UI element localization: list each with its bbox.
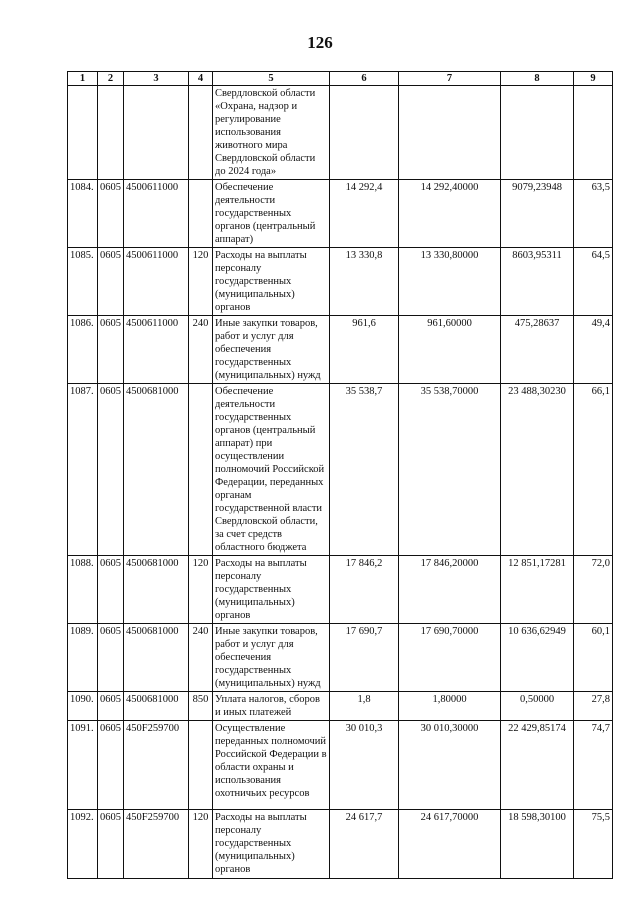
- cell-col9: 66,1: [574, 384, 613, 556]
- cell-kind: 850: [189, 692, 213, 721]
- cell-section: 0605: [98, 810, 124, 879]
- cell-col9: 72,0: [574, 556, 613, 624]
- cell-empty: [574, 86, 613, 180]
- table-row: [68, 248, 613, 316]
- column-header: 2: [98, 72, 124, 86]
- cell-col8: 9079,23948: [501, 180, 574, 248]
- cell-article: 4500681000: [124, 384, 189, 556]
- cell-col6: 961,6: [330, 316, 399, 384]
- cell-empty: [68, 86, 98, 180]
- cell-row-number: 1088.: [68, 556, 98, 624]
- cell-col9: 49,4: [574, 316, 613, 384]
- cell-row-number: 1089.: [68, 624, 98, 692]
- cell-kind: [189, 180, 213, 248]
- cell-col9: 75,5: [574, 810, 613, 879]
- cell-name: Расходы на выплаты персоналу государственных (муниципальных) органов: [213, 556, 330, 624]
- cell-section: 0605: [98, 721, 124, 810]
- cell-col7: 35 538,70000: [399, 384, 501, 556]
- cell-col7: 24 617,70000: [399, 810, 501, 879]
- cell-col8: 23 488,30230: [501, 384, 574, 556]
- cell-col7: 14 292,40000: [399, 180, 501, 248]
- column-header: 4: [189, 72, 213, 86]
- cell-empty: [124, 86, 189, 180]
- cell-section: 0605: [98, 180, 124, 248]
- cell-name: Иные закупки товаров, работ и услуг для обеспечения государственных (муниципальных) нужд: [213, 316, 330, 384]
- table-row: [68, 316, 613, 384]
- cell-row-number: 1090.: [68, 692, 98, 721]
- cell-name: Осуществление переданных полномочий Российской Федерации в области охраны и использования охотничьих ресурсов: [213, 721, 330, 810]
- column-header: 9: [574, 72, 613, 86]
- cell-article: 4500681000: [124, 556, 189, 624]
- cell-kind: 120: [189, 248, 213, 316]
- cell-empty: [98, 86, 124, 180]
- cell-section: 0605: [98, 624, 124, 692]
- budget-table: [67, 71, 613, 879]
- cell-article: 4500611000: [124, 248, 189, 316]
- cell-article: 450F259700: [124, 721, 189, 810]
- cell-col7: 17 690,70000: [399, 624, 501, 692]
- cell-row-number: 1087.: [68, 384, 98, 556]
- cell-section: 0605: [98, 248, 124, 316]
- cell-col7: 961,60000: [399, 316, 501, 384]
- cell-name: Обеспечение деятельности государственных органов (центральный аппарат): [213, 180, 330, 248]
- cell-kind: [189, 384, 213, 556]
- cell-kind: 120: [189, 556, 213, 624]
- cell-row-number: 1084.: [68, 180, 98, 248]
- cell-section: 0605: [98, 692, 124, 721]
- cell-empty: [330, 86, 399, 180]
- column-header: 1: [68, 72, 98, 86]
- cell-name: Расходы на выплаты персоналу государственных (муниципальных) органов: [213, 248, 330, 316]
- cell-col9: 63,5: [574, 180, 613, 248]
- cell-col8: 18 598,30100: [501, 810, 574, 879]
- cell-name: Уплата налогов, сборов и иных платежей: [213, 692, 330, 721]
- cell-empty: [399, 86, 501, 180]
- cell-col6: 14 292,4: [330, 180, 399, 248]
- cell-col9: 60,1: [574, 624, 613, 692]
- cell-col7: 30 010,30000: [399, 721, 501, 810]
- cell-col6: 17 690,7: [330, 624, 399, 692]
- cell-col6: 13 330,8: [330, 248, 399, 316]
- cell-col7: 1,80000: [399, 692, 501, 721]
- table-row: [68, 180, 613, 248]
- cell-article: 4500611000: [124, 180, 189, 248]
- cell-row-number: 1085.: [68, 248, 98, 316]
- cell-col8: 8603,95311: [501, 248, 574, 316]
- cell-kind: 120: [189, 810, 213, 879]
- cell-col7: 13 330,80000: [399, 248, 501, 316]
- table-row-continuation: [68, 86, 613, 180]
- header-row: [68, 72, 613, 86]
- cell-col7: 17 846,20000: [399, 556, 501, 624]
- cell-col6: 35 538,7: [330, 384, 399, 556]
- cell-col8: 475,28637: [501, 316, 574, 384]
- table-row: [68, 810, 613, 879]
- cell-empty: [189, 86, 213, 180]
- table-row: [68, 384, 613, 556]
- cell-col9: 74,7: [574, 721, 613, 810]
- cell-col8: 22 429,85174: [501, 721, 574, 810]
- cell-kind: 240: [189, 316, 213, 384]
- cell-col8: 12 851,17281: [501, 556, 574, 624]
- cell-article: 4500681000: [124, 624, 189, 692]
- cell-col6: 30 010,3: [330, 721, 399, 810]
- cell-kind: 240: [189, 624, 213, 692]
- cell-section: 0605: [98, 384, 124, 556]
- table-row: [68, 556, 613, 624]
- cell-row-number: 1091.: [68, 721, 98, 810]
- cell-kind: [189, 721, 213, 810]
- cell-row-number: 1092.: [68, 810, 98, 879]
- cell-empty: [501, 86, 574, 180]
- column-header: 7: [399, 72, 501, 86]
- cell-col8: 10 636,62949: [501, 624, 574, 692]
- cell-section: 0605: [98, 316, 124, 384]
- cell-name: Расходы на выплаты персоналу государственных (муниципальных) органов: [213, 810, 330, 879]
- cell-col6: 24 617,7: [330, 810, 399, 879]
- cell-name: Иные закупки товаров, работ и услуг для обеспечения государственных (муниципальных) нужд: [213, 624, 330, 692]
- cell-row-number: 1086.: [68, 316, 98, 384]
- cell-col9: 27,8: [574, 692, 613, 721]
- cell-col6: 1,8: [330, 692, 399, 721]
- cell-name: Свердловской области «Охрана, надзор и регулирование использования животного мира Свердловской области до 2024 года»: [213, 86, 330, 180]
- page-number: 126: [307, 33, 333, 52]
- cell-article: 4500681000: [124, 692, 189, 721]
- table-row: [68, 721, 613, 810]
- cell-article: 4500611000: [124, 316, 189, 384]
- cell-col6: 17 846,2: [330, 556, 399, 624]
- cell-article: 450F259700: [124, 810, 189, 879]
- column-header: 5: [213, 72, 330, 86]
- table-row: [68, 624, 613, 692]
- column-header: 3: [124, 72, 189, 86]
- cell-col9: 64,5: [574, 248, 613, 316]
- cell-col8: 0,50000: [501, 692, 574, 721]
- table-row: [68, 692, 613, 721]
- cell-section: 0605: [98, 556, 124, 624]
- column-header: 6: [330, 72, 399, 86]
- cell-name: Обеспечение деятельности государственных органов (центральный аппарат) при осуществлении полномочий Российской Федерации, переданных органам государственной власти Свердловской области, за счет средств областного бюджета: [213, 384, 330, 556]
- column-header: 8: [501, 72, 574, 86]
